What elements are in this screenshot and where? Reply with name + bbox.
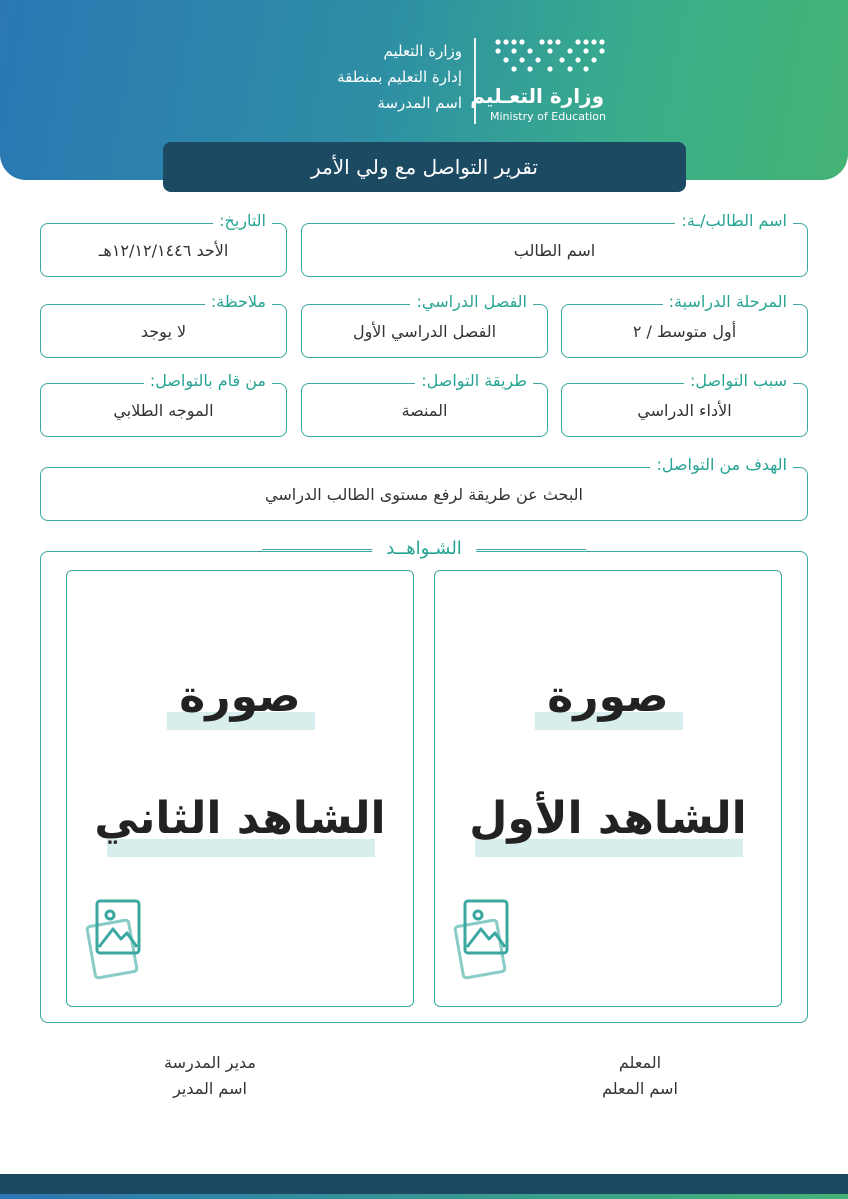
school-line: اسم المدرسة <box>377 94 462 112</box>
header-divider <box>474 38 476 124</box>
student-name-value: اسم الطالب <box>513 240 596 260</box>
reason-label: سبب التواصل: <box>684 370 793 392</box>
image-placeholder-icon <box>451 889 511 989</box>
note-label: ملاحظة: <box>205 291 272 313</box>
note-field <box>40 292 287 358</box>
header-text-block <box>337 38 462 116</box>
ministry-dots-logo-icon <box>492 36 606 76</box>
report-title-text: تقرير التواصل مع ولي الأمر <box>311 155 538 179</box>
principal-name: اسم المدير <box>173 1079 247 1098</box>
by-whom-value: الموجه الطلابي <box>113 400 214 420</box>
teacher-role: المعلم <box>618 1053 662 1072</box>
student-name-label: اسم الطالب/ـة: <box>675 210 793 232</box>
by-whom-field <box>40 371 287 437</box>
note-value: لا يوجد <box>140 321 187 341</box>
stage-field <box>561 292 808 358</box>
ministry-line: وزارة التعليم <box>383 42 462 60</box>
report-title <box>163 142 686 192</box>
witnesses-title: الشـواهــد <box>372 538 476 559</box>
reason-value: الأداء الدراسي <box>637 400 732 420</box>
stage-value: أول متوسط / ٢ <box>632 321 737 341</box>
logo-text-arabic: وزارة التعـليم <box>470 84 604 108</box>
method-field <box>301 371 548 437</box>
stage-label: المرحلة الدراسية: <box>663 291 793 313</box>
footer-band <box>0 1174 848 1194</box>
first-witness-line1: صورة <box>547 671 669 722</box>
second-witness-line1: صورة <box>179 671 301 722</box>
teacher-signature <box>560 1050 720 1102</box>
footer-gradient-line <box>0 1194 848 1199</box>
date-label: التاريخ: <box>213 210 272 232</box>
second-witness-photo <box>66 570 414 1007</box>
reason-field <box>561 371 808 437</box>
image-placeholder-icon <box>83 889 143 989</box>
region-line: إدارة التعليم بمنطقة <box>337 68 462 86</box>
by-whom-label: من قام بالتواصل: <box>144 370 272 392</box>
goal-value: البحث عن طريقة لرفع مستوى الطالب الدراسي <box>265 484 583 504</box>
first-witness-line2: الشاهد الأول <box>469 793 747 844</box>
principal-signature <box>130 1050 290 1102</box>
goal-field <box>40 455 808 521</box>
second-witness-line2: الشاهد الثاني <box>94 793 386 844</box>
principal-role: مدير المدرسة <box>163 1053 256 1072</box>
teacher-name: اسم المعلم <box>602 1079 678 1098</box>
semester-field <box>301 292 548 358</box>
method-label: طريقة التواصل: <box>415 370 533 392</box>
goal-label: الهدف من التواصل: <box>650 454 793 476</box>
student-name-field <box>301 211 808 277</box>
first-witness-photo <box>434 570 782 1007</box>
method-value: المنصة <box>401 400 448 420</box>
semester-label: الفصل الدراسي: <box>410 291 533 313</box>
date-value: الأحد ١٢/١٢/١٤٤٦هـ <box>98 240 229 260</box>
date-field <box>40 211 287 277</box>
semester-value: الفصل الدراسي الأول <box>352 321 497 341</box>
ministry-logo <box>470 36 610 128</box>
logo-text-english: Ministry of Education <box>490 110 607 123</box>
